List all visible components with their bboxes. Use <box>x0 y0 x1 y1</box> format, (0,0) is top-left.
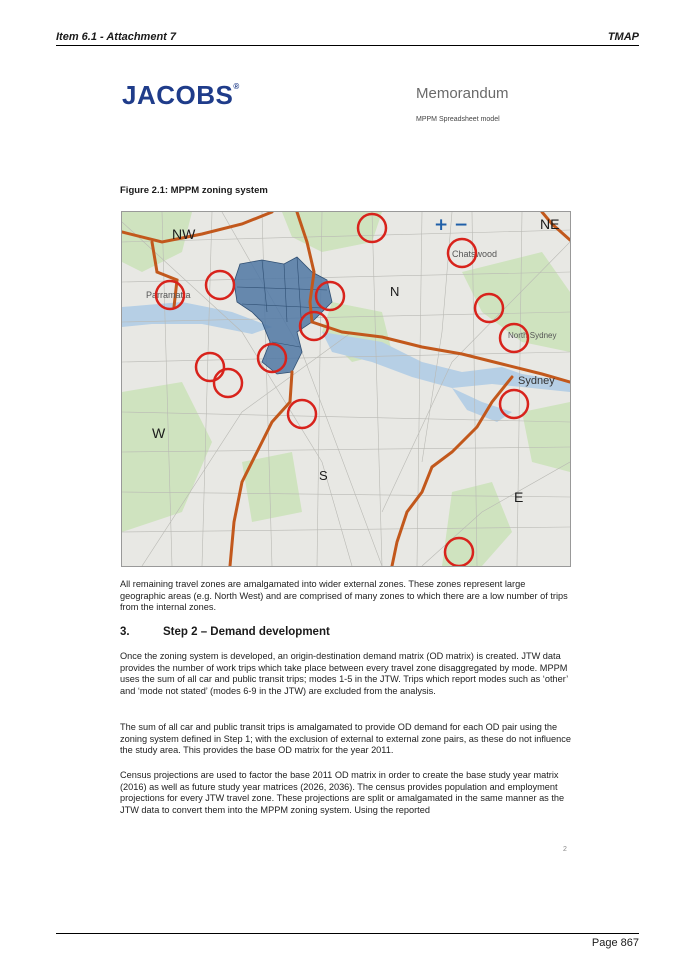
place-sydney: Sydney <box>518 375 555 387</box>
zoom-in-button[interactable]: + <box>434 215 449 235</box>
memo-page-number: 2 <box>563 846 567 853</box>
page-footer <box>56 933 639 949</box>
place-parramatta: Parramatta <box>146 290 191 300</box>
place-chatswood: Chatswood <box>452 249 498 259</box>
logo-text: JACOBS <box>122 80 234 110</box>
zone-label-ne: NE <box>540 216 560 232</box>
jacobs-logo <box>122 80 240 111</box>
zone-label-nw: NW <box>172 226 196 242</box>
header-left: Item 6.1 - Attachment 7 <box>56 31 177 43</box>
zoom-out-button[interactable]: − <box>454 215 469 235</box>
zone-label-n: N <box>390 284 400 299</box>
footer-page: Page 867 <box>591 937 639 949</box>
section-number: 3. <box>120 626 130 638</box>
zone-label-w: W <box>152 425 166 441</box>
paragraph-census: Census projections are used to factor the base 2011 OD matrix in order to create the base study year matrix (2016) as well as future study year matrices (2026, 2036). The census provides population and employment projections for every JTW travel zone. These projections are split or amalgamated in the same manner as the JTW data to convert them into the MPPM zoning system. Using the reported <box>120 770 565 815</box>
section-title: Step 2 – Demand development <box>163 626 330 638</box>
zone-label-e: E <box>514 489 524 505</box>
place-north-sydney: North Sydney <box>508 331 557 340</box>
paragraph-external-zones: All remaining travel zones are amalgamated into wider external zones. These zones represent large geographic areas (e.g. North West) and are comprised of many zones to which there are a low number of trips from the internal zones. <box>120 579 568 613</box>
header-right: TMAP <box>607 31 639 43</box>
paragraph-sum-trips: The sum of all car and public transit trips is amalgamated to provide OD demand for each OD pair using the zoning system defined in Step 1; with the exclusion of external to external zone pairs, as these do not influence the study area. This provides the base OD matrix for the year 2011. <box>120 722 571 756</box>
map-svg <box>122 212 570 566</box>
paragraph-od-matrix: Once the zoning system is developed, an origin-destination demand matrix (OD matrix) is created. JTW data provides the number of work trips which take place between every travel zone disaggregated by mode. MPPM uses the sum of all car and public transit trips; modes 1-5 in the JTW. Trips which report modes such as ‘other’ and ‘mode not stated’ (modes 6-9 in the JTW) are excluded from the analysis. <box>120 651 568 696</box>
zoning-map <box>121 211 571 567</box>
page-header <box>56 30 639 46</box>
memo-title: Memorandum <box>416 85 509 102</box>
memo-subtitle: MPPM Spreadsheet model <box>416 116 500 123</box>
registered-mark: ® <box>233 82 240 91</box>
figure-caption: Figure 2.1: MPPM zoning system <box>120 185 268 196</box>
zone-label-s: S <box>319 468 328 483</box>
